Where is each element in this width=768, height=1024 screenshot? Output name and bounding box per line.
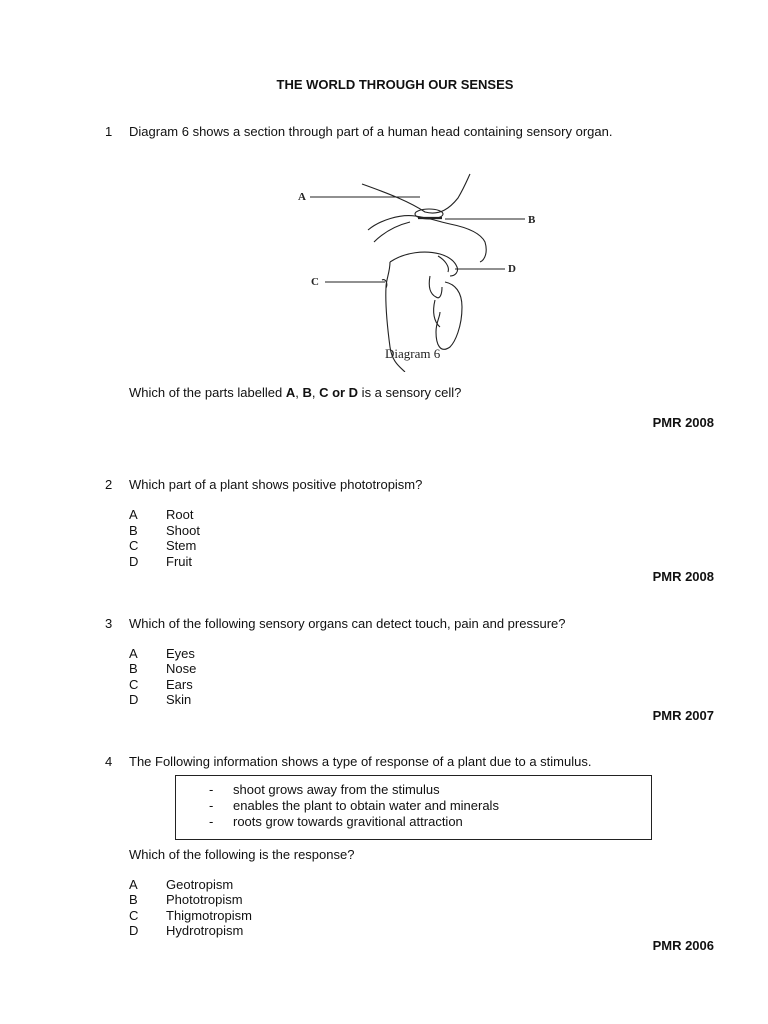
option-letter: C <box>129 908 139 923</box>
info-dash: - <box>209 782 214 797</box>
question-4-number: 4 <box>105 754 113 769</box>
question-1-number: 1 <box>105 124 113 139</box>
option-text: Ears <box>166 677 193 692</box>
info-item: enables the plant to obtain water and minerals <box>233 798 499 813</box>
diagram-label-b: B <box>528 214 536 226</box>
question-1-option-c-or-d: C or D <box>319 385 359 400</box>
separator: , <box>311 385 320 400</box>
question-1-option-b: B <box>302 385 312 400</box>
diagram-caption: Diagram 6 <box>385 346 441 361</box>
question-2-number: 2 <box>105 477 113 492</box>
question-3-number: 3 <box>105 616 113 631</box>
option-text: Hydrotropism <box>166 923 244 938</box>
option-text: Nose <box>166 661 197 676</box>
option-text: Geotropism <box>166 877 234 892</box>
page-title: THE WORLD THROUGH OUR SENSES <box>276 77 514 92</box>
question-3-source: PMR 2007 <box>652 708 714 723</box>
question-1-text: Diagram 6 shows a section through part of a human head containing sensory organ. <box>129 124 613 139</box>
info-item: shoot grows away from the stimulus <box>233 782 440 797</box>
question-2-source: PMR 2008 <box>652 569 714 584</box>
question-4-prompt: Which of the following is the response? <box>129 847 355 862</box>
option-text: Fruit <box>166 554 192 569</box>
option-letter: A <box>129 507 138 522</box>
option-text: Stem <box>166 538 197 553</box>
question-1-prompt-pre: Which of the parts labelled <box>129 385 286 400</box>
option-text: Root <box>166 507 194 522</box>
diagram-label-d: D <box>508 263 516 275</box>
option-letter: C <box>129 677 139 692</box>
info-item: roots grow towards gravitional attraction <box>233 814 463 829</box>
option-text: Eyes <box>166 646 195 661</box>
head-section-drawing <box>290 172 540 372</box>
question-2-text: Which part of a plant shows positive phototropism? <box>129 477 423 492</box>
option-letter: B <box>129 661 138 676</box>
option-text: Thigmotropism <box>166 908 252 923</box>
question-1-option-a: A <box>285 385 296 400</box>
question-1-prompt <box>129 385 461 400</box>
option-letter: D <box>129 692 139 707</box>
question-1-prompt-post: is a sensory cell? <box>358 385 462 400</box>
question-1-source: PMR 2008 <box>652 415 714 430</box>
option-letter: B <box>129 523 138 538</box>
option-text: Shoot <box>166 523 200 538</box>
option-letter: A <box>129 646 138 661</box>
option-text: Skin <box>166 692 192 707</box>
info-dash: - <box>209 814 214 829</box>
head-section-diagram <box>290 172 540 375</box>
diagram-label-c: C <box>311 276 319 288</box>
separator: , <box>295 385 303 400</box>
question-3-text: Which of the following sensory organs can detect touch, pain and pressure? <box>129 616 566 631</box>
option-letter: D <box>129 923 139 938</box>
info-dash: - <box>209 798 214 813</box>
diagram-label-a: A <box>298 191 306 203</box>
question-4-text: The Following information shows a type of response of a plant due to a stimulus. <box>129 754 592 769</box>
option-letter: D <box>129 554 139 569</box>
information-box <box>175 775 652 840</box>
option-letter: A <box>129 877 138 892</box>
question-4-source: PMR 2006 <box>652 938 714 953</box>
option-text: Phototropism <box>166 892 243 907</box>
option-letter: C <box>129 538 139 553</box>
option-letter: B <box>129 892 138 907</box>
